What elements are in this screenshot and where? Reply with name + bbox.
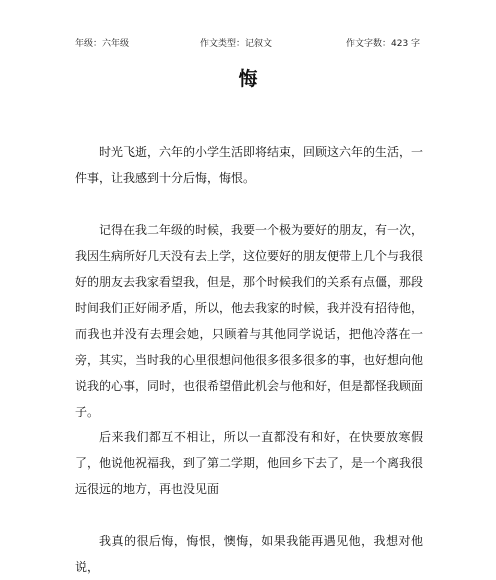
paragraph-text: 时光飞逝，六年的小学生活即将结束，回顾这六年的生活，一件事，让我感到十分后悔，悔恨。 [75, 145, 424, 185]
essay-title: 悔 [238, 68, 258, 90]
paragraph-text: 我真的很后悔，悔恨，懊悔，如果我能再遇见他，我想对他说， [75, 534, 423, 574]
essay-type-label: 作文类型：记叙文 [200, 39, 273, 49]
essay-paragraph-4 [75, 528, 423, 580]
essay-paragraph-1 [75, 139, 423, 191]
essay-paragraph-2 [75, 217, 423, 425]
essay-paragraph-3 [75, 424, 423, 502]
grade-label: 年级：六年级 [75, 39, 130, 49]
paragraph-text: 记得在我二年级的时候，我要一个极为要好的朋友，有一次，我因生病所好几天没有去上学，这位要好的朋友便带上几个与我很好的朋友去我家看望我，但是，那个时候我们的关系有点僵，那段时间我们正好闹矛盾，所以，他去我家的时候，我并没有招待他，而我也并没有去理会她，只顾着与其他同学说话，把他冷落在一旁，其实，当时我的心里很想问他很多很多很多的事，也好想向他说我的心事，同时，也很希望借此机会与他和好，但是都怪我顾面子。 [75, 223, 424, 419]
document-meta-row [75, 37, 420, 51]
paragraph-text: 后来我们都互不相让，所以一直都没有和好，在快要放寒假了，他说他祝福我，到了第二学期，他回乡下去了，是一个离我很远很远的地方，再也没见面 [75, 430, 424, 496]
word-count-label: 作文字数：423 字 [346, 39, 421, 49]
